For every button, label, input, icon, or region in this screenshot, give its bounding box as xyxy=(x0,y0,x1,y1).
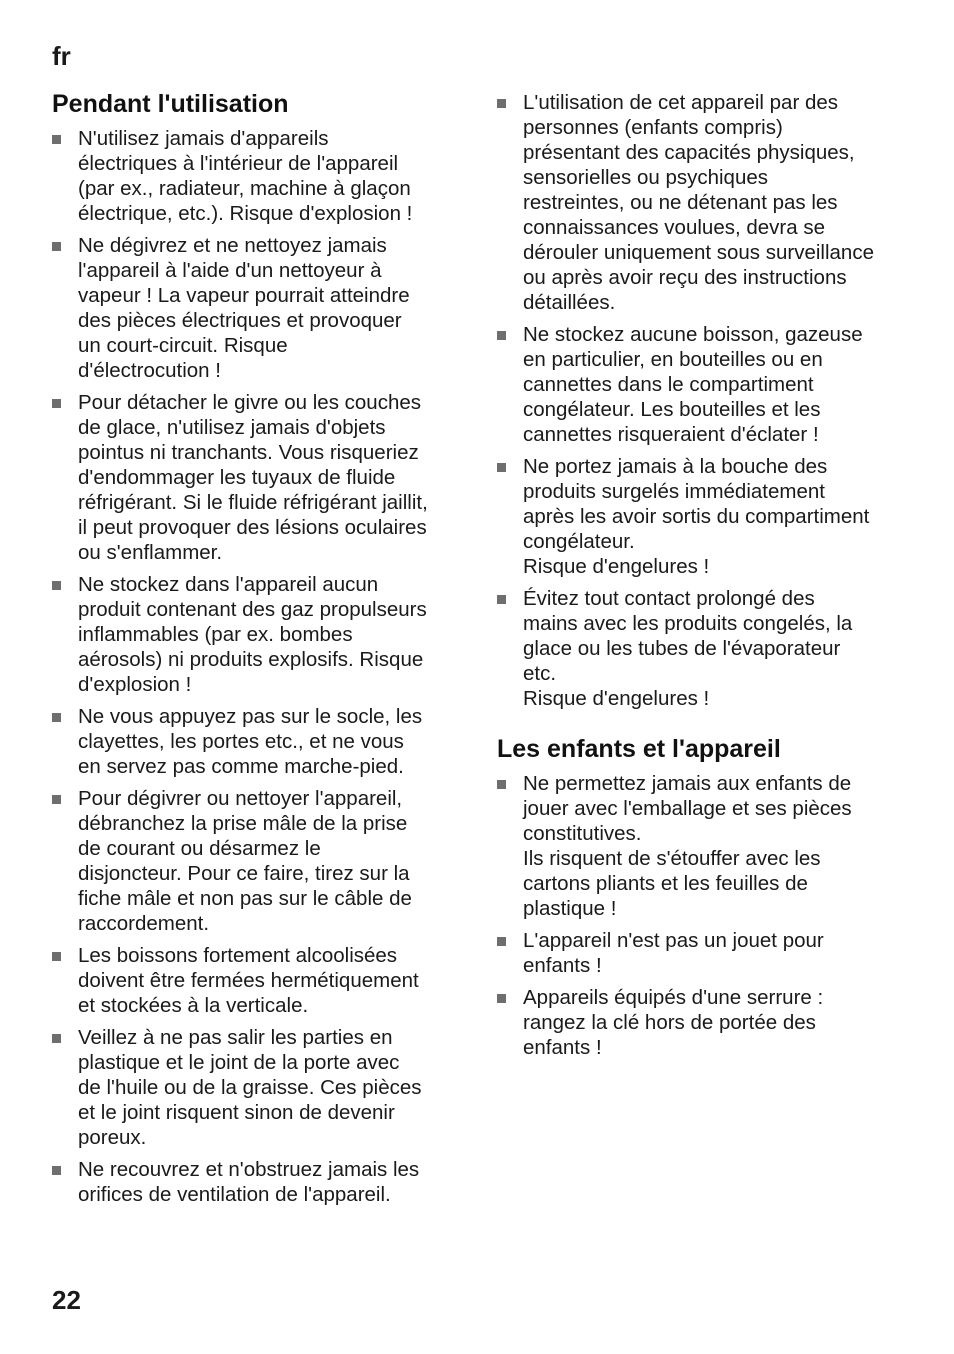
list-item-text: Évitez tout contact prolongé des mains avec les produits congelés, la glace ou les tubes de l'évaporateur etc. Risque d'engelures ! xyxy=(523,587,853,710)
square-bullet-icon xyxy=(497,937,506,946)
list-item xyxy=(497,90,902,315)
list-item xyxy=(497,928,902,978)
list-item xyxy=(52,572,457,697)
square-bullet-icon xyxy=(52,581,61,590)
list-item-text: Ne permettez jamais aux enfants de jouer avec l'emballage et ses pièces constitutives. Ils risquent de s'étouffer avec les cartons pliants et les feuilles de plastique ! xyxy=(523,772,852,920)
square-bullet-icon xyxy=(52,952,61,961)
list-item-text: Les boissons fortement alcoolisées doivent être fermées hermétiquement et stockées à la verticale. xyxy=(78,944,419,1017)
list-item-text: Ne portez jamais à la bouche des produits surgelés immédiatement après les avoir sortis du compartiment congélateur. Risque d'engelures ! xyxy=(523,455,870,578)
list-item-text: L'appareil n'est pas un jouet pour enfants ! xyxy=(523,929,824,977)
square-bullet-icon xyxy=(52,1166,61,1175)
list-item xyxy=(52,126,457,226)
safety-list-children xyxy=(497,771,902,1060)
square-bullet-icon xyxy=(52,135,61,144)
square-bullet-icon xyxy=(497,463,506,472)
list-item xyxy=(52,943,457,1018)
left-column xyxy=(52,88,457,1214)
square-bullet-icon xyxy=(52,242,61,251)
square-bullet-icon xyxy=(52,795,61,804)
list-item xyxy=(497,322,902,447)
list-item-text: N'utilisez jamais d'appareils électriques à l'intérieur de l'appareil (par ex., radiateur, machine à glaçon électrique, etc.). Risque d'explosion ! xyxy=(78,127,413,225)
list-item-text: Ne vous appuyez pas sur le socle, les clayettes, les portes etc., et ne vous en servez pas comme marche-pied. xyxy=(78,705,423,778)
list-item xyxy=(52,786,457,936)
list-item xyxy=(497,454,902,579)
square-bullet-icon xyxy=(52,399,61,408)
list-item-text: Ne stockez dans l'appareil aucun produit contenant des gaz propulseurs inflammables (par ex. bombes aérosols) ni produits explosifs. Risque d'explosion ! xyxy=(78,573,427,696)
square-bullet-icon xyxy=(497,331,506,340)
right-column xyxy=(497,90,902,1067)
page-number: 22 xyxy=(52,1285,81,1315)
square-bullet-icon xyxy=(497,994,506,1003)
list-item xyxy=(52,390,457,565)
list-item-text: Veillez à ne pas salir les parties en plastique et le joint de la porte avec de l'huile ou de la graisse. Ces pièces et le joint risquent sinon de devenir poreux. xyxy=(78,1026,422,1149)
list-item xyxy=(52,233,457,383)
list-item-text: L'utilisation de cet appareil par des personnes (enfants compris) présentant des capacités physiques, sensorielles ou psychiques restreintes, ou ne détenant pas les connaissances voulues, devra se dérouler uniquement sous surveillance ou après avoir reçu des instructions détaillées. xyxy=(523,91,874,314)
section-heading-during-use: Pendant l'utilisation xyxy=(52,90,289,118)
list-item-text: Pour dégivrer ou nettoyer l'appareil, débranchez la prise mâle de la prise de courant ou désarmez le disjoncteur. Pour ce faire, tirez sur la fiche mâle et non pas sur le câble de raccordement. xyxy=(78,787,412,935)
section-heading-children: Les enfants et l'appareil xyxy=(497,735,781,763)
list-item xyxy=(497,586,902,711)
list-item-text: Ne stockez aucune boisson, gazeuse en particulier, en bouteilles ou en cannettes dans le compartiment congélateur. Les bouteilles et les cannettes risqueraient d'éclater ! xyxy=(523,323,863,446)
list-item xyxy=(497,771,902,921)
safety-list-continued xyxy=(497,90,902,711)
square-bullet-icon xyxy=(52,713,61,722)
square-bullet-icon xyxy=(497,595,506,604)
list-item xyxy=(52,1025,457,1150)
list-item-text: Pour détacher le givre ou les couches de glace, n'utilisez jamais d'objets pointus ni tranchants. Vous risqueriez d'endommager les tuyaux de fluide réfrigérant. Si le fluide réfrigérant jaillit, il peut provoquer des lésions oculaires ou s'enflammer. xyxy=(78,391,428,564)
list-item-text: Appareils équipés d'une serrure : rangez la clé hors de portée des enfants ! xyxy=(523,986,824,1059)
list-item xyxy=(497,985,902,1060)
list-item-text: Ne recouvrez et n'obstruez jamais les orifices de ventilation de l'appareil. xyxy=(78,1158,420,1206)
language-label: fr xyxy=(52,41,71,71)
list-item xyxy=(52,1157,457,1207)
list-item-text: Ne dégivrez et ne nettoyez jamais l'appareil à l'aide d'un nettoyeur à vapeur ! La vapeur pourrait atteindre des pièces électriques et provoquer un court-circuit. Risque d'électrocution ! xyxy=(78,234,410,382)
square-bullet-icon xyxy=(52,1034,61,1043)
list-item xyxy=(52,704,457,779)
square-bullet-icon xyxy=(497,99,506,108)
square-bullet-icon xyxy=(497,780,506,789)
safety-list-during-use xyxy=(52,126,457,1207)
